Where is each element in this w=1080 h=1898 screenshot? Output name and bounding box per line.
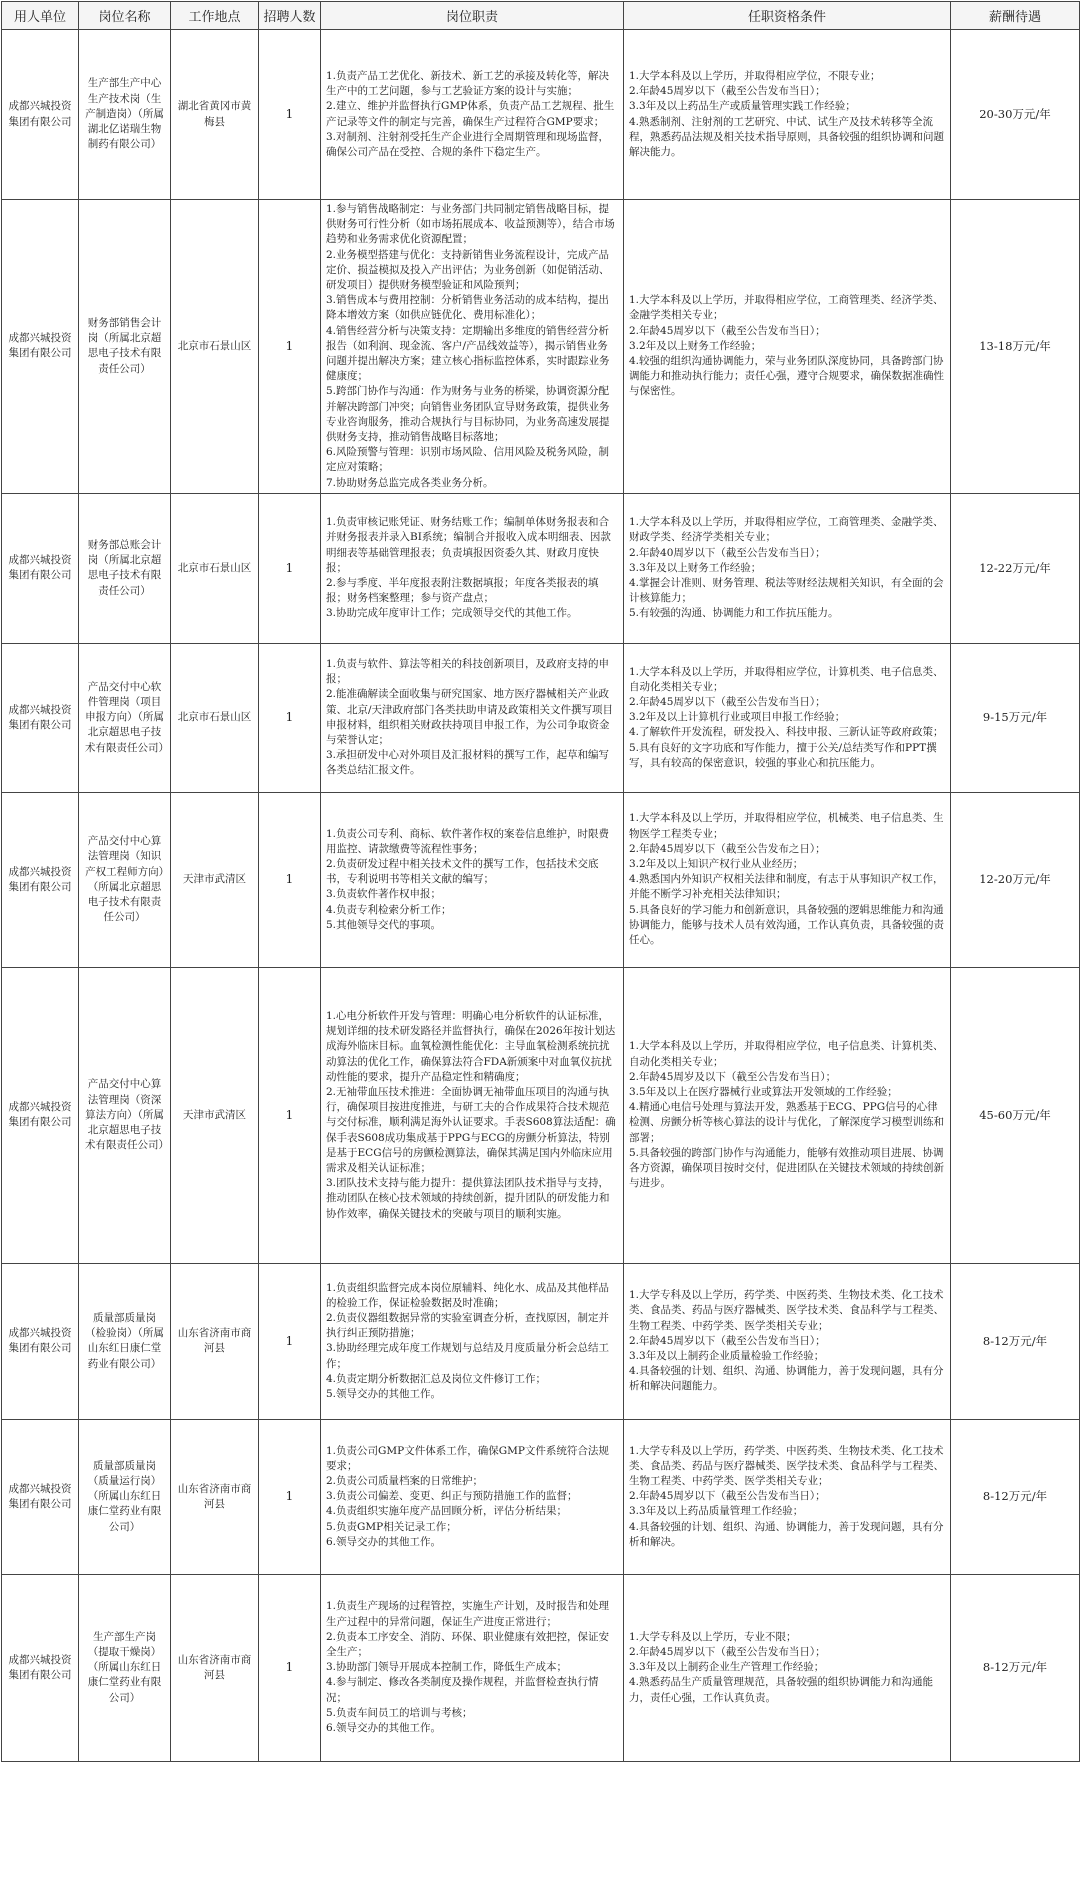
requirement-line: 2.年龄45周岁以下（截至公告发布当日）；: [629, 1334, 826, 1347]
duty-line: 4.负责定期分析数据汇总及岗位文件修订工作；: [326, 1372, 547, 1385]
unit-cell: 成都兴城投资集团有限公司: [2, 792, 79, 967]
duty-line: 1.负责审核记账凭证、财务结账工作；编制单体财务报表和合并财务报表并录入BI系统；编制合并报收入成本明细表、因款明细表等基础管理报表；负责填报因资委久其、财政月度快报；: [326, 516, 611, 574]
table-row: [2, 643, 1080, 792]
requirement-line: 5.具备较强的跨部门协作与沟通能力，能够有效推动项目进展、协调各方资源，确保项目按时交付，促进团队在关键技术领域的持续创新与进步。: [629, 1146, 944, 1190]
requirement-line: 2.年龄45周岁以下（截至公告发布当日）；: [629, 324, 826, 337]
requirement-line: 1.大学本科及以上学历，并取得相应学位，计算机类、电子信息类、自动化类相关专业；: [629, 665, 944, 693]
duty-line: 1.参与销售战略制定：与业务部门共同制定销售战略目标，提供财务可行性分析（如市场拓展成本、收益预测等），结合市场趋势和业务需求优化资源配置；: [326, 203, 615, 246]
duty-line: 3.对制剂、注射剂受托生产企业进行全周期管理和现场监督，确保公司产品在受控、合规的条件下稳定生产。: [326, 130, 610, 158]
position-cell: 产品交付中心软件管理岗（项目申报方向）（所属北京超思电子技术有限责任公司）: [79, 643, 171, 792]
requirement-line: 4.精通心电信号处理与算法开发，熟悉基于ECG、PPG信号的心律检测、房颤分析等核心算法的设计与优化，了解深度学习模型训练和部署；: [629, 1101, 944, 1144]
requirement-line: 4.具备较强的计划、组织、沟通、协调能力，善于发现问题，具有分析和解决。: [629, 1520, 944, 1548]
duty-line: 3.承担研发中心对外项目及汇报材料的撰写工作，起草和编写各类总结汇报文件。: [326, 749, 610, 777]
duties-cell: [321, 1263, 624, 1419]
duty-line: 1.负责公司GMP文件体系工作，确保GMP文件系统符合法规要求；: [326, 1444, 609, 1472]
duty-line: 1.负责公司专利、商标、软件著作权的案卷信息维护，时限费用监控、请款缴费等流程性事务；: [326, 827, 610, 855]
location-cell: 山东省济南市商河县: [171, 1263, 259, 1419]
position-cell: 质量部质量岗（质量运行岗）（所属山东红日康仁堂药业有限公司）: [79, 1419, 171, 1574]
salary-cell: 8-12万元/年: [951, 1419, 1080, 1574]
table-row: [2, 792, 1080, 967]
count-cell: 1: [259, 792, 321, 967]
salary-cell: 12-20万元/年: [951, 792, 1080, 967]
duty-line: 3.协助完成年度审计工作；完成领导交代的其他工作。: [326, 607, 578, 620]
duty-line: 3.协助经理完成年度工作规划与总结及月度质量分析会总结工作；: [326, 1342, 610, 1370]
salary-cell: 45-60万元/年: [951, 967, 1080, 1263]
requirement-line: 1.大学专科及以上学历，药学类、中医药类、生物技术类、化工技术类、食品类、药品与医疗器械类、医学技术类、食品科学与工程类、生物工程类、中药学类、医学类相关专业；: [629, 1444, 944, 1488]
salary-cell: 8-12万元/年: [951, 1574, 1080, 1761]
header-requirements: 任职资格条件: [624, 2, 951, 30]
header-duties: 岗位职责: [321, 2, 624, 30]
requirement-line: 5.具有良好的文字功底和写作能力，擅于公关/总结类写作和PPT撰写，具有较高的保密意识，较强的事业心和抗压能力。: [629, 741, 937, 769]
requirement-line: 1.大学专科及以上学历，药学类、中医药类、生物技术类、化工技术类、食品类、药品与医疗器械类、医学技术类、食品科学与工程类、生物工程类、中药学类、医学类相关专业；: [629, 1289, 944, 1332]
count-cell: 1: [259, 30, 321, 200]
location-cell: 山东省济南市商河县: [171, 1574, 259, 1761]
count-cell: 1: [259, 493, 321, 643]
salary-cell: 9-15万元/年: [951, 643, 1080, 792]
unit-cell: 成都兴城投资集团有限公司: [2, 967, 79, 1263]
requirement-line: 4.熟悉药品生产质量管理规范，具备较强的组织协调能力和沟通能力，责任心强，工作认真负责。: [629, 1676, 934, 1704]
requirement-line: 5.有较强的沟通、协调能力和工作抗压能力。: [629, 607, 839, 620]
salary-cell: 20-30万元/年: [951, 30, 1080, 200]
count-cell: 1: [259, 200, 321, 494]
requirements-cell: [624, 643, 951, 792]
count-cell: 1: [259, 1574, 321, 1761]
duty-line: 4.参与制定、修改各类制度及操作规程，并监督检查执行情况；: [326, 1676, 599, 1704]
duty-line: 2.建立、维护并监督执行GMP体系，负责产品工艺规程、批生产记录等文件的制定与完善，确保生产过程符合GMP要求；: [326, 100, 615, 128]
requirement-line: 4.掌握会计准则、财务管理、税法等财经法规相关知识，有全面的会计核算能力；: [629, 576, 944, 605]
requirement-line: 2.年龄45周岁以下（截至公告发布当日）；: [629, 1646, 826, 1659]
requirement-line: 1.大学本科及以上学历，并取得相应学位，工商管理类、经济学类、金融学类相关专业；: [629, 294, 944, 322]
duty-line: 5.负责车间员工的培训与考核；: [326, 1706, 473, 1719]
unit-cell: 成都兴城投资集团有限公司: [2, 643, 79, 792]
duty-line: 2.参与季度、半年度报表附注数据填报；年度各类报表的填报；财务档案整理；参与资产盘点；: [326, 576, 599, 605]
unit-cell: 成都兴城投资集团有限公司: [2, 200, 79, 494]
requirement-line: 3.3年及以上药品生产或质量管理实践工作经验；: [629, 100, 856, 113]
requirement-line: 2.年龄45周岁以下（截至公告发布当日）；: [629, 1490, 826, 1503]
requirement-line: 4.熟悉国内外知识产权相关法律和制度，有志于从事知识产权工作，并能不断学习补充相关法律知识；: [629, 873, 944, 901]
position-cell: 产品交付中心算法管理岗（知识产权工程师方向）（所属北京超思电子技术有限责任公司）: [79, 792, 171, 967]
position-cell: 产品交付中心算法管理岗（资深算法方向）（所属北京超思电子技术有限责任公司）: [79, 967, 171, 1263]
duty-line: 4.销售经营分析与决策支持：定期输出多维度的销售经营分析报告（如利润、现金流、客户/产品线效益等），揭示销售业务问题并提出解决方案；建立核心指标监控体系，实时跟踪业务健康度；: [326, 324, 610, 383]
table-row: [2, 200, 1080, 494]
table-row: [2, 30, 1080, 200]
requirements-cell: [624, 1263, 951, 1419]
unit-cell: 成都兴城投资集团有限公司: [2, 30, 79, 200]
duty-line: 4.负责专利检索分析工作；: [326, 903, 452, 916]
requirements-cell: [624, 792, 951, 967]
location-cell: 北京市石景山区: [171, 643, 259, 792]
duty-line: 3.销售成本与费用控制：分析销售业务活动的成本结构，提出降本增效方案（如供应链优化、费用标准化）；: [326, 294, 610, 322]
table-header-row: [2, 2, 1080, 30]
position-cell: 质量部质量岗（检验岗）（所属山东红日康仁堂药业有限公司）: [79, 1263, 171, 1419]
requirement-line: 1.大学本科及以上学历，并取得相应学位，不限专业；: [629, 69, 881, 82]
count-cell: 1: [259, 1419, 321, 1574]
duties-cell: [321, 967, 624, 1263]
requirement-line: 4.了解软件开发流程，研发投入、科技申报、三新认证等政府政策；: [629, 726, 944, 739]
requirement-line: 2.年龄45周岁以下（截至公告发布当日）；: [629, 696, 826, 709]
recruitment-table: [1, 1, 1080, 1762]
duties-cell: [321, 1419, 624, 1574]
duty-line: 1.负责与软件、算法等相关的科技创新项目，及政府支持的申报；: [326, 658, 610, 686]
duty-line: 5.负责GMP相关记录工作；: [326, 1520, 457, 1533]
requirement-line: 3.2年及以上计算机行业或项目申报工作经验；: [629, 711, 846, 724]
duty-line: 1.心电分析软件开发与管理：明确心电分析软件的认证标准，规划详细的技术研发路径并监督执行，确保在2026年按计划达成海外临床目标。血氧检测性能优化：主导血氧检测系统抗扰动算法的优化工作，确保算法符合FDA新颁案中对血氧仪抗扰动性能的要求，提升产品稳定性和精确度；: [326, 1009, 616, 1083]
salary-cell: 8-12万元/年: [951, 1263, 1080, 1419]
salary-cell: 13-18万元/年: [951, 200, 1080, 494]
duty-line: 7.协助财务总监完成各类业务分析。: [326, 476, 494, 489]
table-row: [2, 1263, 1080, 1419]
location-cell: 北京市石景山区: [171, 200, 259, 494]
duty-line: 3.负责公司偏差、变更、纠正与预防措施工作的监督；: [326, 1490, 578, 1503]
requirement-line: 2.年龄40周岁以下（截至公告发布当日）；: [629, 546, 826, 559]
duty-line: 2.能准确解读全面收集与研究国家、地方医疗器械相关产业政策、北京/天津政府部门各类扶助申请及政策相关文件撰写项目申报材料，组织相关财政扶持项目申报工作，为公司争取资金与荣誉认定；: [326, 688, 614, 747]
requirement-line: 3.3年及以上财务工作经验；: [629, 561, 762, 574]
requirement-line: 1.大学本科及以上学历，并取得相应学位，电子信息类、计算机类、自动化类相关专业；: [629, 1040, 944, 1068]
requirement-line: 2.年龄45周岁及以下（截至公告发布当日）；: [629, 1070, 837, 1083]
duty-line: 3.协助部门领导开展成本控制工作，降低生产成本；: [326, 1661, 568, 1674]
duty-line: 3.团队技术支持与能力提升：提供算法团队技术指导与支持，推动团队在核心技术领域的持续创新，提升团队的研发能力和协作效率，确保关键技术的突破与项目的顺利实施。: [326, 1177, 610, 1220]
position-cell: 财务部销售会计岗（所属北京超思电子技术有限责任公司）: [79, 200, 171, 494]
table-row: [2, 1574, 1080, 1761]
duty-line: 2.负责公司质量档案的日常维护；: [326, 1475, 484, 1488]
requirements-cell: [624, 967, 951, 1263]
requirements-cell: [624, 200, 951, 494]
header-salary: 薪酬待遇: [951, 2, 1080, 30]
duties-cell: [321, 643, 624, 792]
location-cell: 山东省济南市商河县: [171, 1419, 259, 1574]
unit-cell: 成都兴城投资集团有限公司: [2, 1419, 79, 1574]
duties-cell: [321, 200, 624, 494]
table-row: [2, 1419, 1080, 1574]
requirements-cell: [624, 1419, 951, 1574]
requirement-line: 3.2年及以上财务工作经验；: [629, 339, 762, 352]
duties-cell: [321, 493, 624, 643]
location-cell: 天津市武清区: [171, 792, 259, 967]
requirements-cell: [624, 493, 951, 643]
table-row: [2, 967, 1080, 1263]
requirement-line: 1.大学本科及以上学历，并取得相应学位，机械类、电子信息类、生物医学工程类专业；: [629, 812, 944, 840]
position-cell: 生产部生产岗（提取干燥岗）（所属山东红日康仁堂药业有限公司）: [79, 1574, 171, 1761]
duties-cell: [321, 792, 624, 967]
requirement-line: 3.3年及以上制药企业生产管理工作经验；: [629, 1661, 825, 1674]
requirement-line: 1.大学本科及以上学历，并取得相应学位，工商管理类、金融学类、财政学类、经济学类相关专业；: [629, 516, 944, 544]
requirements-cell: [624, 1574, 951, 1761]
header-position: 岗位名称: [79, 2, 171, 30]
duty-line: 6.领导交办的其他工作。: [326, 1722, 442, 1735]
count-cell: 1: [259, 1263, 321, 1419]
duty-line: 4.负责组织实施年度产品回顾分析，评估分析结果；: [326, 1505, 568, 1518]
requirement-line: 2.年龄45周岁以下（截至公告发布之日）；: [629, 842, 826, 855]
requirement-line: 1.大学专科及以上学历，专业不限；: [629, 1630, 797, 1643]
duty-line: 1.负责产品工艺优化、新技术、新工艺的承接及转化等，解决生产中的工艺问题，参与工艺验证方案的设计与实施；: [326, 69, 610, 98]
duty-line: 5.领导交办的其他工作。: [326, 1387, 442, 1400]
requirement-line: 3.3年及以上制药企业质量检验工作经验；: [629, 1349, 825, 1362]
requirement-line: 3.5年及以上在医疗器械行业或算法开发领域的工作经验；: [629, 1085, 898, 1098]
position-cell: 生产部生产中心生产技术岗（生产制造岗）（所属湖北亿诺瑞生物制药有限公司）: [79, 30, 171, 200]
location-cell: 天津市武清区: [171, 967, 259, 1263]
unit-cell: 成都兴城投资集团有限公司: [2, 1263, 79, 1419]
requirement-line: 5.具备良好的学习能力和创新意识，具备较强的逻辑思维能力和沟通协调能力，能够与技术人员有效沟通，工作认真负责，具备较强的责任心。: [629, 903, 944, 947]
duties-cell: [321, 1574, 624, 1761]
duty-line: 2.业务模型搭建与优化：支持新销售业务流程设计，完成产品定价、损益模拟及投入产出评估；为业务创新（如促销活动、研发项目）提供财务模型验证和风险预判；: [326, 248, 610, 292]
duty-line: 6.领导交办的其他工作。: [326, 1535, 442, 1548]
header-count: 招聘人数: [259, 2, 321, 30]
duty-line: 2.负责仪器组数据异常的实验室调查分析，查找原因，制定并执行纠正预防措施；: [326, 1311, 610, 1340]
requirement-line: 4.较强的组织沟通协调能力，荣与业务团队深度协同，具备跨部门协调能力和推动执行能力；责任心强，遵守合规要求，确保数据准确性与保密性。: [629, 355, 944, 398]
duty-line: 3.负责软件著作权申报；: [326, 888, 442, 901]
duty-line: 1.负责组织监督完成本岗位原辅料、纯化水、成品及其他样品的检验工作，保证检验数据及时准确；: [326, 1281, 610, 1309]
requirement-line: 4.具备较强的计划、组织、沟通、协调能力，善于发现问题，具有分析和解决问题能力。: [629, 1365, 944, 1393]
table-row: [2, 493, 1080, 643]
unit-cell: 成都兴城投资集团有限公司: [2, 493, 79, 643]
duty-line: 2.无袖带血压技术推进：全面协调无袖带血压项目的沟通与执行，确保项目按进度推进，与研工夫的合作成果符合技术规范与交付标准，顺利满足海外认证要求。手表S608算法适配：确保手表S608成功集成基于PPG与ECG的房颤分析算法，特别是基于ECG信号的房颤检测算法，确保其满足国内外临床应用需求及相关认证标准；: [326, 1085, 616, 1174]
header-location: 工作地点: [171, 2, 259, 30]
header-unit: 用人单位: [2, 2, 79, 30]
duty-line: 2.负责本工序安全、消防、环保、职业健康有效把控，保证安全生产；: [326, 1630, 610, 1659]
salary-cell: 12-22万元/年: [951, 493, 1080, 643]
duty-line: 5.跨部门协作与沟通：作为财务与业务的桥梁，协调资源分配并解决跨部门冲突；向销售业务团队宣导财务政策，提供业务专业咨询服务，推动合规执行与目标协同，为业务高速发展提供财务支持，推动销售战略目标落地；: [326, 385, 610, 444]
requirements-cell: [624, 30, 951, 200]
requirement-line: 3.2年及以上知识产权行业从业经历；: [629, 858, 804, 871]
duties-cell: [321, 30, 624, 200]
duty-line: 2.负责研发过程中相关技术文件的撰写工作，包括技术交底书，专利说明书等相关文献的编写；: [326, 858, 599, 886]
requirement-line: 2.年龄45周岁以下（截至公告发布当日）；: [629, 85, 826, 98]
duty-line: 5.其他领导交代的事项。: [326, 918, 442, 931]
position-cell: 财务部总账会计岗（所属北京超思电子技术有限责任公司）: [79, 493, 171, 643]
unit-cell: 成都兴城投资集团有限公司: [2, 1574, 79, 1761]
requirement-line: 4.熟悉制剂、注射剂的工艺研究、中试、试生产及技术转移等全流程，熟悉药品法规及相关技术指导原则，具备较强的组织协调和问题解决能力。: [629, 115, 944, 158]
count-cell: 1: [259, 643, 321, 792]
duty-line: 6.风险预警与管理：识别市场风险、信用风险及税务风险，制定应对策略；: [326, 446, 610, 474]
duty-line: 1.负责生产现场的过程管控，实施生产计划，及时报告和处理生产过程中的异常问题，保证生产进度正常进行；: [326, 1600, 610, 1628]
count-cell: 1: [259, 967, 321, 1263]
location-cell: 北京市石景山区: [171, 493, 259, 643]
requirement-line: 3.3年及以上药品质量管理工作经验；: [629, 1505, 804, 1518]
location-cell: 湖北省黄冈市黄梅县: [171, 30, 259, 200]
